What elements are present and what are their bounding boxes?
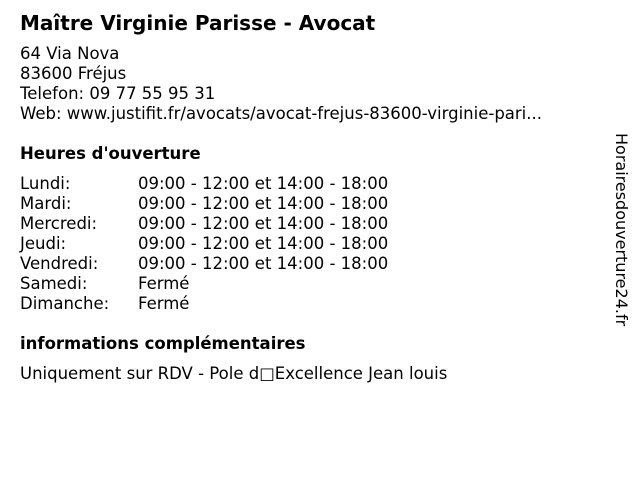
address-street: 64 Via Nova	[20, 44, 120, 63]
hours-row-monday	[20, 174, 460, 194]
day-label: Lundi:	[20, 174, 71, 193]
phone-number: Telefon: 09 77 55 95 31	[20, 84, 216, 103]
additional-info-heading: informations complémentaires	[20, 334, 306, 353]
day-label: Dimanche:	[20, 294, 110, 313]
day-label: Mardi:	[20, 194, 72, 213]
day-hours: 09:00 - 12:00 et 14:00 - 18:00	[138, 214, 389, 233]
day-label: Vendredi:	[20, 254, 99, 273]
hours-row-wednesday	[20, 214, 460, 234]
day-hours: 09:00 - 12:00 et 14:00 - 18:00	[138, 234, 389, 253]
day-hours: 09:00 - 12:00 et 14:00 - 18:00	[138, 194, 389, 213]
day-hours: 09:00 - 12:00 et 14:00 - 18:00	[138, 174, 389, 193]
hours-row-sunday	[20, 294, 460, 314]
day-label: Mercredi:	[20, 214, 98, 233]
additional-info-text: Uniquement sur RDV - Pole d□Excellence Jean louis	[20, 364, 448, 383]
website-link[interactable]: Web: www.justifit.fr/avocats/avocat-frejus-83600-virginie-pari...	[20, 104, 543, 123]
page-title: Maître Virginie Parisse - Avocat	[20, 11, 376, 35]
hours-row-tuesday	[20, 194, 460, 214]
day-label: Jeudi:	[20, 234, 67, 253]
hours-row-saturday	[20, 274, 460, 294]
opening-hours-heading: Heures d'ouverture	[20, 144, 201, 163]
day-hours: Fermé	[138, 294, 190, 313]
hours-row-thursday	[20, 234, 460, 254]
day-hours: Fermé	[138, 274, 190, 293]
address-city: 83600 Fréjus	[20, 64, 127, 83]
hours-row-friday	[20, 254, 460, 274]
day-hours: 09:00 - 12:00 et 14:00 - 18:00	[138, 254, 389, 273]
site-brand-vertical[interactable]: Horairesdouverture24.fr	[612, 133, 631, 327]
day-label: Samedi:	[20, 274, 88, 293]
